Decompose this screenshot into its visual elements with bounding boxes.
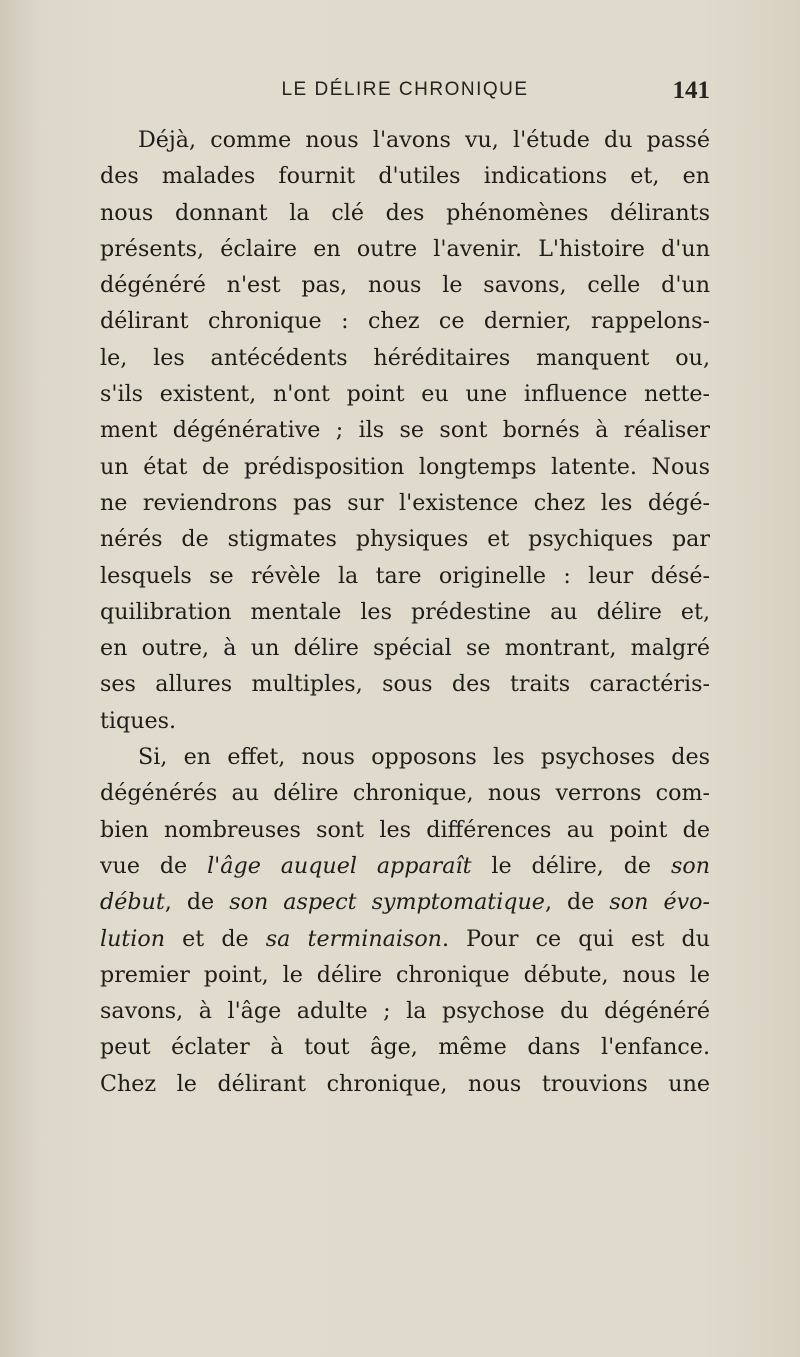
text-line: s'ils existent, n'ont point eu une influence nette- (100, 381, 710, 408)
italic-segment: début (100, 889, 165, 916)
text-line: dégénéré n'est pas, nous le savons, celle d'un (100, 272, 710, 299)
text-segment: et de (165, 925, 266, 952)
text-line: des malades fournit d'utiles indications et, en (100, 163, 710, 190)
text-line (100, 884, 710, 920)
italic-segment: son (670, 852, 710, 879)
italic-segment: l'âge auquel apparaît (207, 852, 472, 879)
text-segment: , de (544, 889, 610, 916)
text-line: en outre, à un délire spécial se montrant, malgré (100, 635, 710, 662)
text-line: présents, éclaire en outre l'avenir. L'histoire d'un (100, 235, 710, 262)
text-line: ses allures multiples, sous des traits caractéris- (100, 671, 710, 698)
text-segment: vue de (100, 852, 208, 879)
text-line: peut éclater à tout âge, même dans l'enfance. (100, 1034, 710, 1061)
text-line: dégénérés au délire chronique, nous verrons com- (100, 780, 710, 807)
page-header (100, 77, 710, 111)
text-line: ne reviendrons pas sur l'existence chez les dégé- (100, 489, 710, 516)
running-head: LE DÉLIRE CHRONIQUE (281, 79, 529, 100)
italic-segment: son aspect symptomatique (229, 889, 545, 916)
text-line: Si, en effet, nous opposons les psychoses des (138, 744, 710, 771)
body-text (100, 122, 710, 1102)
text-line: savons, à l'âge adulte ; la psychose du dégénéré (100, 998, 710, 1025)
text-segment: le délire, de (471, 852, 671, 879)
text-line: ment dégénérative ; ils se sont bornés à réaliser (100, 417, 710, 444)
text-line: lesquels se révèle la tare originelle : leur désé- (100, 562, 710, 589)
text-line: délirant chronique : chez ce dernier, rappelons- (100, 308, 710, 335)
text-line: bien nombreuses sont les différences au point de (100, 816, 710, 843)
text-line: un état de prédisposition longtemps latente. Nous (100, 453, 710, 480)
text-line: le, les antécédents héréditaires manquent ou, (100, 344, 710, 371)
text-line: nérés de stigmates physiques et psychiques par (100, 526, 710, 553)
page-number: 141 (672, 77, 710, 104)
text-line: Déjà, comme nous l'avons vu, l'étude du passé (138, 127, 710, 153)
text-line (100, 848, 710, 884)
italic-segment: son évo- (609, 889, 710, 916)
text-line: quilibration mentale les prédestine au délire et, (100, 598, 710, 625)
text-line: tiques. (100, 707, 177, 734)
text-line: premier point, le délire chronique débute, nous le (100, 961, 710, 988)
text-segment: , de (164, 889, 230, 916)
text-line: nous donnant la clé des phénomènes délirants (100, 199, 710, 226)
text-line (100, 921, 710, 957)
text-line: Chez le délirant chronique, nous trouvions une (100, 1070, 710, 1097)
italic-segment: lution (100, 925, 166, 952)
text-segment: . Pour ce qui est du (441, 925, 711, 952)
italic-segment: sa terminaison (265, 925, 442, 952)
